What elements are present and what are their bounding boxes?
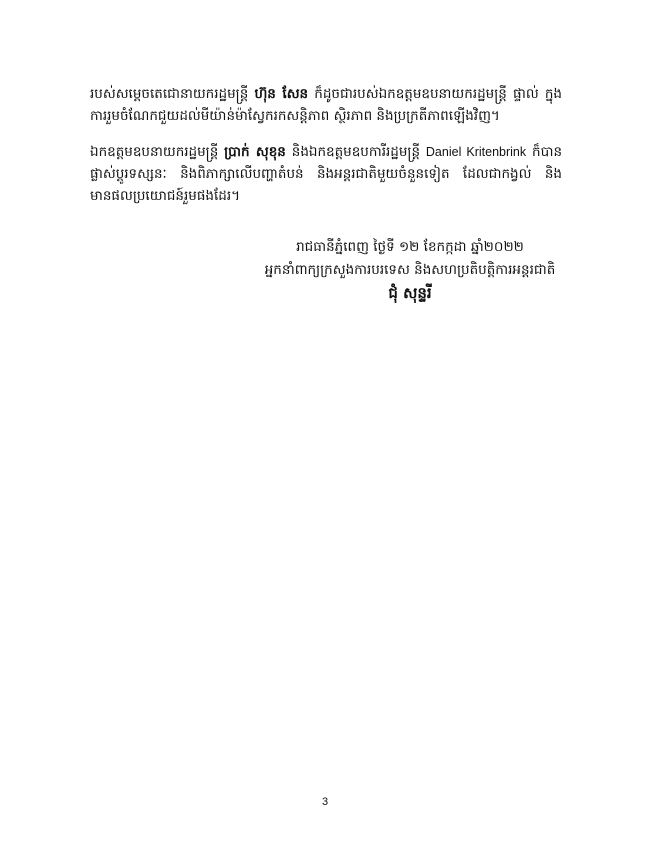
paragraph-2-text-b: និងឯកឧត្តមឧបការីរដ្ឋមន្ត្រី: [291, 144, 421, 160]
signature-role-line: អ្នកនាំពាក្យក្រសួងការបរទេស និងសហប្រតិបត្តិការអន្តរជាតិ: [264, 262, 556, 278]
signature-name: ជុំ សុន្ទរី: [388, 284, 432, 302]
paragraph-2-text-c: ក៏បានផ្លាស់ប្តូរទស្សនៈ និងពិភាក្សាលើបញ្ហាតំបន់ និងអន្តរជាតិមួយចំនួនទៀត ដែលជាកង្វល់ និងមានផលប្រយោជន៍រួមផងដែរ។: [90, 144, 563, 204]
paragraph-2-text-a: ឯកឧត្តមឧបនាយករដ្ឋមន្ត្រី: [90, 144, 219, 160]
paragraph-1-text-a: របស់សម្តេចតេជោនាយករដ្ឋមន្ត្រី: [90, 86, 249, 102]
paragraph-2: [90, 141, 562, 207]
paragraph-2-name-prak-sokhonn: ប្រាក់ សុខុន: [224, 144, 286, 160]
signature-date-line: រាជធានីភ្នំពេញ ថ្ងៃទី ១២ ខែកក្កដា ឆ្នាំ២០២២: [296, 239, 524, 255]
paragraph-2-name-kritenbrink: Daniel Kritenbrink: [425, 145, 527, 159]
page-number: 3: [321, 796, 329, 808]
paragraph-1-name-hun-sen: ហ៊ុន សែន: [254, 86, 309, 102]
paragraph-1-text-b: ក៏ដូចជារបស់ឯកឧត្តមឧបនាយករដ្ឋមន្ត្រី ផ្ទាល់ ក្នុងការរួមចំណែកជួយដល់មីយ៉ាន់ម៉ាស្វែករកសន្តិភាព ស្ថិរភាព និងប្រក្រតីភាពឡើងវិញ។: [90, 86, 562, 124]
paragraph-1: [90, 83, 562, 127]
